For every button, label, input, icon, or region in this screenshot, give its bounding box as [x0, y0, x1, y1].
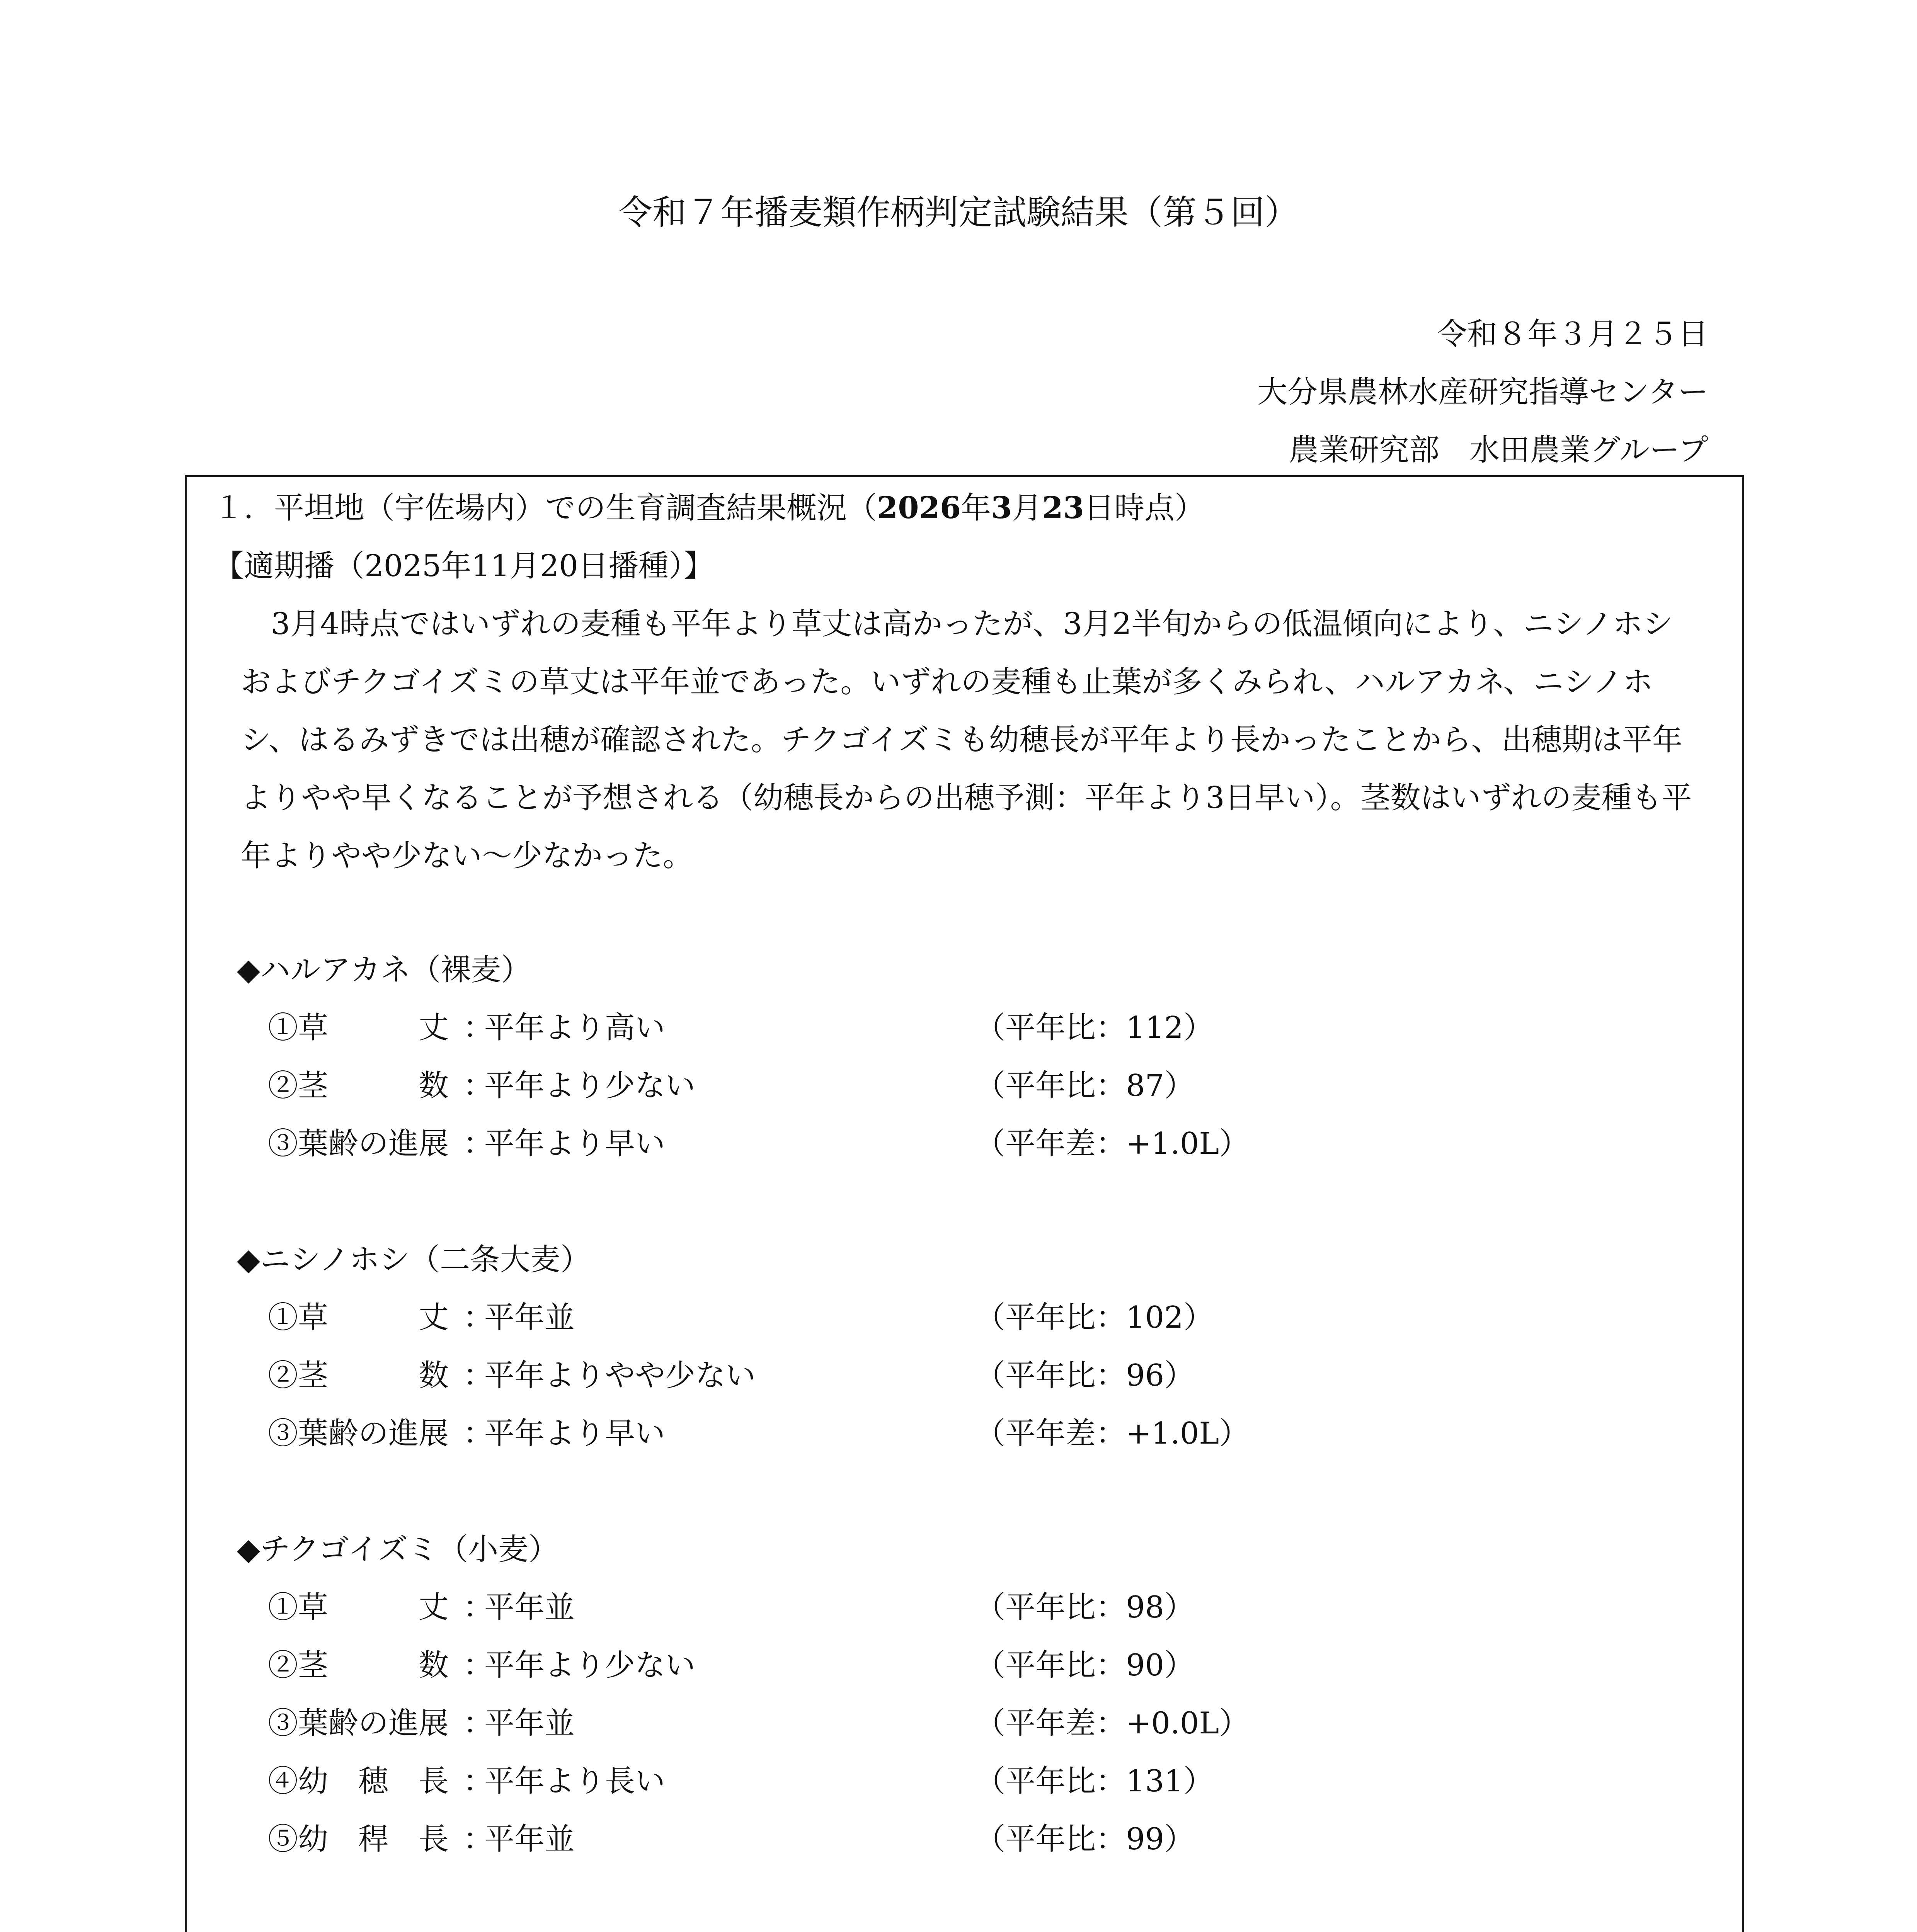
organization-name: 大分県農林水産研究指導センター — [1257, 375, 1708, 410]
group-title-chikugoizumi: ◆チクゴイズミ（小麦） — [237, 1532, 559, 1567]
row-label: ②茎 数 — [268, 1068, 449, 1103]
summary-paragraph — [241, 595, 1698, 885]
row-label: ①草 丈 — [268, 1010, 449, 1045]
row-label: ②茎 数 — [268, 1648, 449, 1683]
row-ratio: （平年比：99） — [975, 1822, 1195, 1857]
summary-text: 3月4時点ではいずれの麦種も平年より草丈は高かったが、3月2半旬からの低温傾向により、ニシノホシおよびチクゴイズミの草丈は平年並であった。いずれの麦種も止葉が多くみられ、ハルアカネ、ニシノホシ、はるみずきでは出穂が確認された。チクゴイズミも幼穂長が平年より長かったことから、出穂期は平年よりやや早くなることが予想される（幼穂長からの出穂予測：平年より3日早い）。茎数はいずれの麦種も平年よりやや少ない～少なかった。 — [241, 607, 1692, 873]
row-value: 平年並 — [484, 1706, 575, 1741]
row-colon: ： — [463, 1416, 494, 1451]
row-ratio: （平年比：112） — [975, 1010, 1214, 1045]
group-title-haruakane: ◆ハルアカネ（裸麦） — [237, 952, 531, 987]
department-name: 農業研究部 水田農業グループ — [1289, 433, 1708, 468]
row-value: 平年よりやや少ない — [484, 1358, 756, 1393]
section-heading — [214, 489, 1205, 527]
row-colon: ： — [463, 1764, 494, 1799]
row-value: 平年並 — [484, 1300, 575, 1335]
row-colon: ： — [463, 1590, 494, 1625]
row-label: ③葉齢の進展 — [268, 1706, 449, 1741]
row-ratio: （平年差：+0.0L） — [975, 1706, 1250, 1741]
row-label: ⑤幼 稈 長 — [268, 1822, 449, 1857]
group-title-nishinohoshi: ◆ニシノホシ（二条大麦） — [237, 1242, 591, 1277]
row-value: 平年並 — [484, 1822, 575, 1857]
results-box — [185, 475, 1744, 1932]
row-ratio: （平年差：+1.0L） — [975, 1416, 1250, 1451]
row-value: 平年より長い — [484, 1764, 666, 1799]
section-heading-month: 3 — [991, 490, 1012, 526]
row-colon: ： — [463, 1010, 494, 1045]
section-heading-day: 23 — [1042, 490, 1084, 526]
row-ratio: （平年差：+1.0L） — [975, 1126, 1250, 1161]
row-value: 平年並 — [484, 1590, 575, 1625]
section-heading-prefix: １．平坦地（宇佐場内）での生育調査結果概況（ — [214, 491, 877, 526]
row-ratio: （平年比：131） — [975, 1764, 1214, 1799]
row-label: ①草 丈 — [268, 1300, 449, 1335]
row-label: ③葉齢の進展 — [268, 1416, 449, 1451]
row-label: ②茎 数 — [268, 1358, 449, 1393]
document-header — [1257, 305, 1708, 479]
row-label: ①草 丈 — [268, 1590, 449, 1625]
row-colon: ： — [463, 1706, 494, 1741]
row-colon: ： — [463, 1648, 494, 1683]
section-subheading: 【適期播（2025年11月20日播種）】 — [214, 549, 714, 583]
section-heading-suffix: 日時点） — [1084, 491, 1205, 526]
row-value: 平年より少ない — [484, 1068, 696, 1103]
row-ratio: （平年比：102） — [975, 1300, 1214, 1335]
document-title: 令和７年播麦類作柄判定試験結果（第５回） — [618, 192, 1299, 232]
section-heading-year: 2026 — [877, 490, 961, 526]
row-ratio: （平年比：90） — [975, 1648, 1195, 1683]
row-ratio: （平年比：98） — [975, 1590, 1195, 1625]
row-colon: ： — [463, 1068, 494, 1103]
row-colon: ： — [463, 1126, 494, 1161]
row-label: ③葉齢の進展 — [268, 1126, 449, 1161]
row-ratio: （平年比：87） — [975, 1068, 1195, 1103]
row-value: 平年より早い — [484, 1416, 666, 1451]
row-value: 平年より高い — [484, 1010, 666, 1045]
row-value: 平年より少ない — [484, 1648, 696, 1683]
row-value: 平年より早い — [484, 1126, 666, 1161]
row-colon: ： — [463, 1358, 494, 1393]
row-colon: ： — [463, 1822, 494, 1857]
row-colon: ： — [463, 1300, 494, 1335]
section-heading-nen: 年 — [961, 491, 991, 526]
issue-date: 令和８年３月２５日 — [1437, 317, 1708, 352]
row-ratio: （平年比：96） — [975, 1358, 1195, 1393]
row-label: ④幼 穂 長 — [268, 1764, 449, 1799]
section-heading-tsuki: 月 — [1012, 491, 1042, 526]
